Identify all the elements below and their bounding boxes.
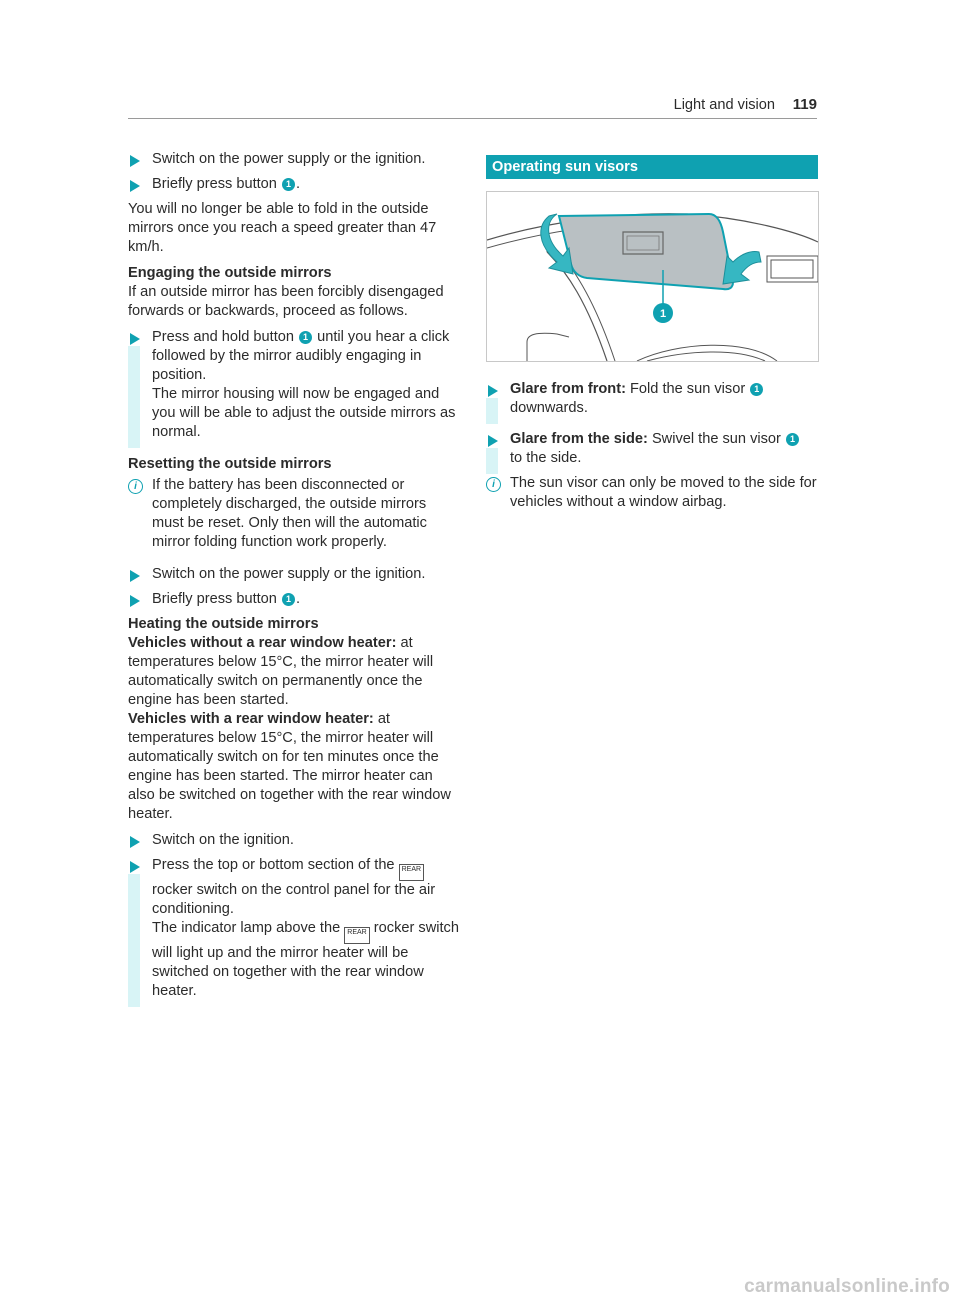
without-rear-heater: Vehicles without a rear window heater: at temperatures below 15°C, the mirror heater will automatically switch on permanently once the engine has been started.: [128, 635, 434, 708]
with-rear-heater: Vehicles with a rear window heater: at temperatures below 15°C, the mirror heater will automatically switch on for ten minutes once the engine has been started. The mirror heater can also be switched on together with the rear window heater.: [128, 711, 451, 822]
callout-1-icon: 1: [750, 383, 763, 396]
step-text: Glare from front: Fold the sun visor 1 downwards.: [510, 380, 818, 418]
arrow-icon: [128, 831, 152, 850]
rear-window-heater-icon: REAR: [399, 864, 424, 881]
step-switch-on-power: [128, 150, 460, 169]
engaging-intro: If an outside mirror has been forcibly disengaged forwards or backwards, proceed as follows.: [128, 284, 444, 319]
arrow-icon: [486, 430, 510, 468]
callout-1-label: 1: [659, 308, 667, 320]
heading-resetting: Resetting the outside mirrors: [128, 456, 332, 472]
arrow-icon: [128, 175, 152, 194]
step-text: Switch on the power supply or the ignition.: [152, 151, 426, 167]
arrow-icon: [486, 380, 510, 418]
section-bar: Operating sun visors: [486, 155, 818, 179]
arrow-icon: [128, 856, 152, 1001]
step-press-button-2: [128, 590, 460, 609]
watermark: carmanualsonline.info: [744, 1276, 950, 1297]
right-column: [486, 155, 818, 518]
info-icon: i: [486, 477, 501, 492]
left-column: [128, 150, 460, 1007]
heading-heating: Heating the outside mirrors: [128, 616, 319, 632]
step-switch-on-power-2: [128, 565, 460, 584]
step-text: Briefly press button 1 .: [152, 176, 301, 192]
arrow-icon: [128, 328, 152, 442]
callout-1-icon: 1: [282, 593, 295, 606]
info-icon: i: [128, 479, 143, 494]
arrow-icon: [128, 590, 152, 609]
section-title: Light and vision: [673, 97, 775, 113]
sun-visor-drawing: [487, 192, 818, 361]
note-reset: [128, 476, 460, 552]
page-number: 119: [792, 96, 817, 113]
callout-1-icon: 1: [282, 178, 295, 191]
step-glare-side: [486, 430, 818, 468]
step-glare-front: [486, 380, 818, 418]
step-text: Glare from the side: Swivel the sun visor 1 to the side.: [510, 430, 818, 468]
note-text: The sun visor can only be moved to the side for vehicles without a window airbag.: [510, 475, 817, 510]
step-text: Switch on the power supply or the ignition.: [152, 566, 426, 582]
step-text: Press and hold button 1 until you hear a click followed by the mirror audibly engaging in position. The mirror housing will now be engaged and you will be able to adjust the outside mirrors as normal.: [152, 329, 456, 440]
callout-1-icon: 1: [786, 433, 799, 446]
heading-engaging: Engaging the outside mirrors: [128, 265, 332, 281]
step-press-hold: [128, 328, 460, 442]
speed-info: You will no longer be able to fold in the outside mirrors once you reach a speed greater than 47 km/h.: [128, 201, 437, 255]
sun-visor-illustration: [486, 191, 819, 362]
step-press-button: [128, 175, 460, 194]
arrow-icon: [128, 565, 152, 584]
note-sun-visor: [486, 474, 818, 512]
step-switch-on-ignition: [128, 831, 460, 850]
note-text: If the battery has been disconnected or completely discharged, the outside mirrors must be reset. Only then will the automatic mirror folding function work properly.: [152, 477, 427, 550]
step-text: Switch on the ignition.: [152, 832, 294, 848]
page-header: [128, 94, 817, 119]
rear-window-heater-icon: REAR: [344, 927, 369, 944]
step-text: Briefly press button 1 .: [152, 591, 301, 607]
arrow-icon: [128, 150, 152, 169]
callout-1-icon: 1: [299, 331, 312, 344]
step-press-rocker: [128, 856, 460, 1001]
step-text: Press the top or bottom section of the REAR rocker switch on the control panel for the air conditioning. The indicator lamp above the REAR rocker switch will light up and the mirror heater will be switched on together with the rear window heater.: [152, 857, 459, 999]
